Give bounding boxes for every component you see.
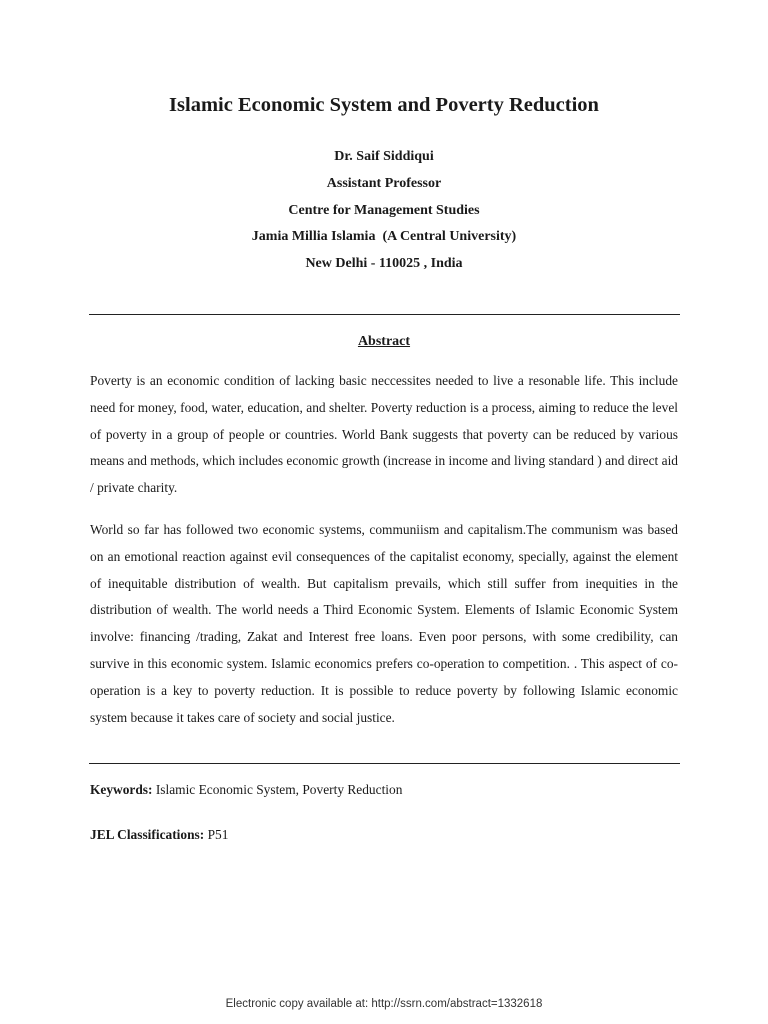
jel-label: JEL Classifications:	[90, 827, 205, 842]
abstract-heading: Abstract	[357, 334, 411, 349]
author-name: Dr. Saif Siddiqui	[334, 149, 434, 164]
author-address: New Delhi - 110025 , India	[305, 256, 463, 272]
top-divider	[89, 314, 680, 315]
abstract-paragraph-2: World so far has followed two economic systems, communiism and capitalism.The communism was based on an emotional reaction against evil consequences of the capitalist economy, specially, against the element of inequitable distribution of wealth. But capitalism prevails, which still suffer from inequities in the distribution of wealth. The world needs a Third Economic System. Elements of Islamic Economic System involve: financing /trading, Zakat and Interest free loans. Even poor persons, with some credibility, can survive in this economic system. Islamic economics prefers co-operation to competition. . This aspect of co-operation is a key to poverty reduction. It is possible to reduce poverty by following Islamic economic system because it takes care of society and social justice.	[90, 522, 678, 725]
author-institution: Jamia Millia Islamia (A Central University)	[251, 229, 517, 245]
bottom-divider	[89, 763, 680, 764]
keywords-label: Keywords:	[90, 782, 153, 797]
paper-title: Islamic Economic System and Poverty Reduction	[169, 94, 599, 116]
author-block	[0, 144, 768, 278]
jel-line	[90, 827, 228, 843]
keywords-line	[90, 782, 402, 798]
author-department: Centre for Management Studies	[288, 202, 480, 218]
abstract-paragraph-1: Poverty is an economic condition of lacking basic neccessites needed to live a resonable life. This include need for money, food, water, education, and shelter. Poverty reduction is a process, aiming to reduce the level of poverty in a group of people or countries. World Bank suggests that poverty can be reduced by various means and methods, which includes economic growth (increase in income and living standard ) and direct aid / private charity.	[90, 373, 678, 496]
jel-value: P51	[204, 827, 229, 842]
keywords-value: Islamic Economic System, Poverty Reduction	[152, 782, 403, 797]
author-position: Assistant Professor	[326, 175, 442, 191]
ssrn-footer: Electronic copy available at: http://ssrn.com/abstract=1332618	[225, 998, 543, 1010]
